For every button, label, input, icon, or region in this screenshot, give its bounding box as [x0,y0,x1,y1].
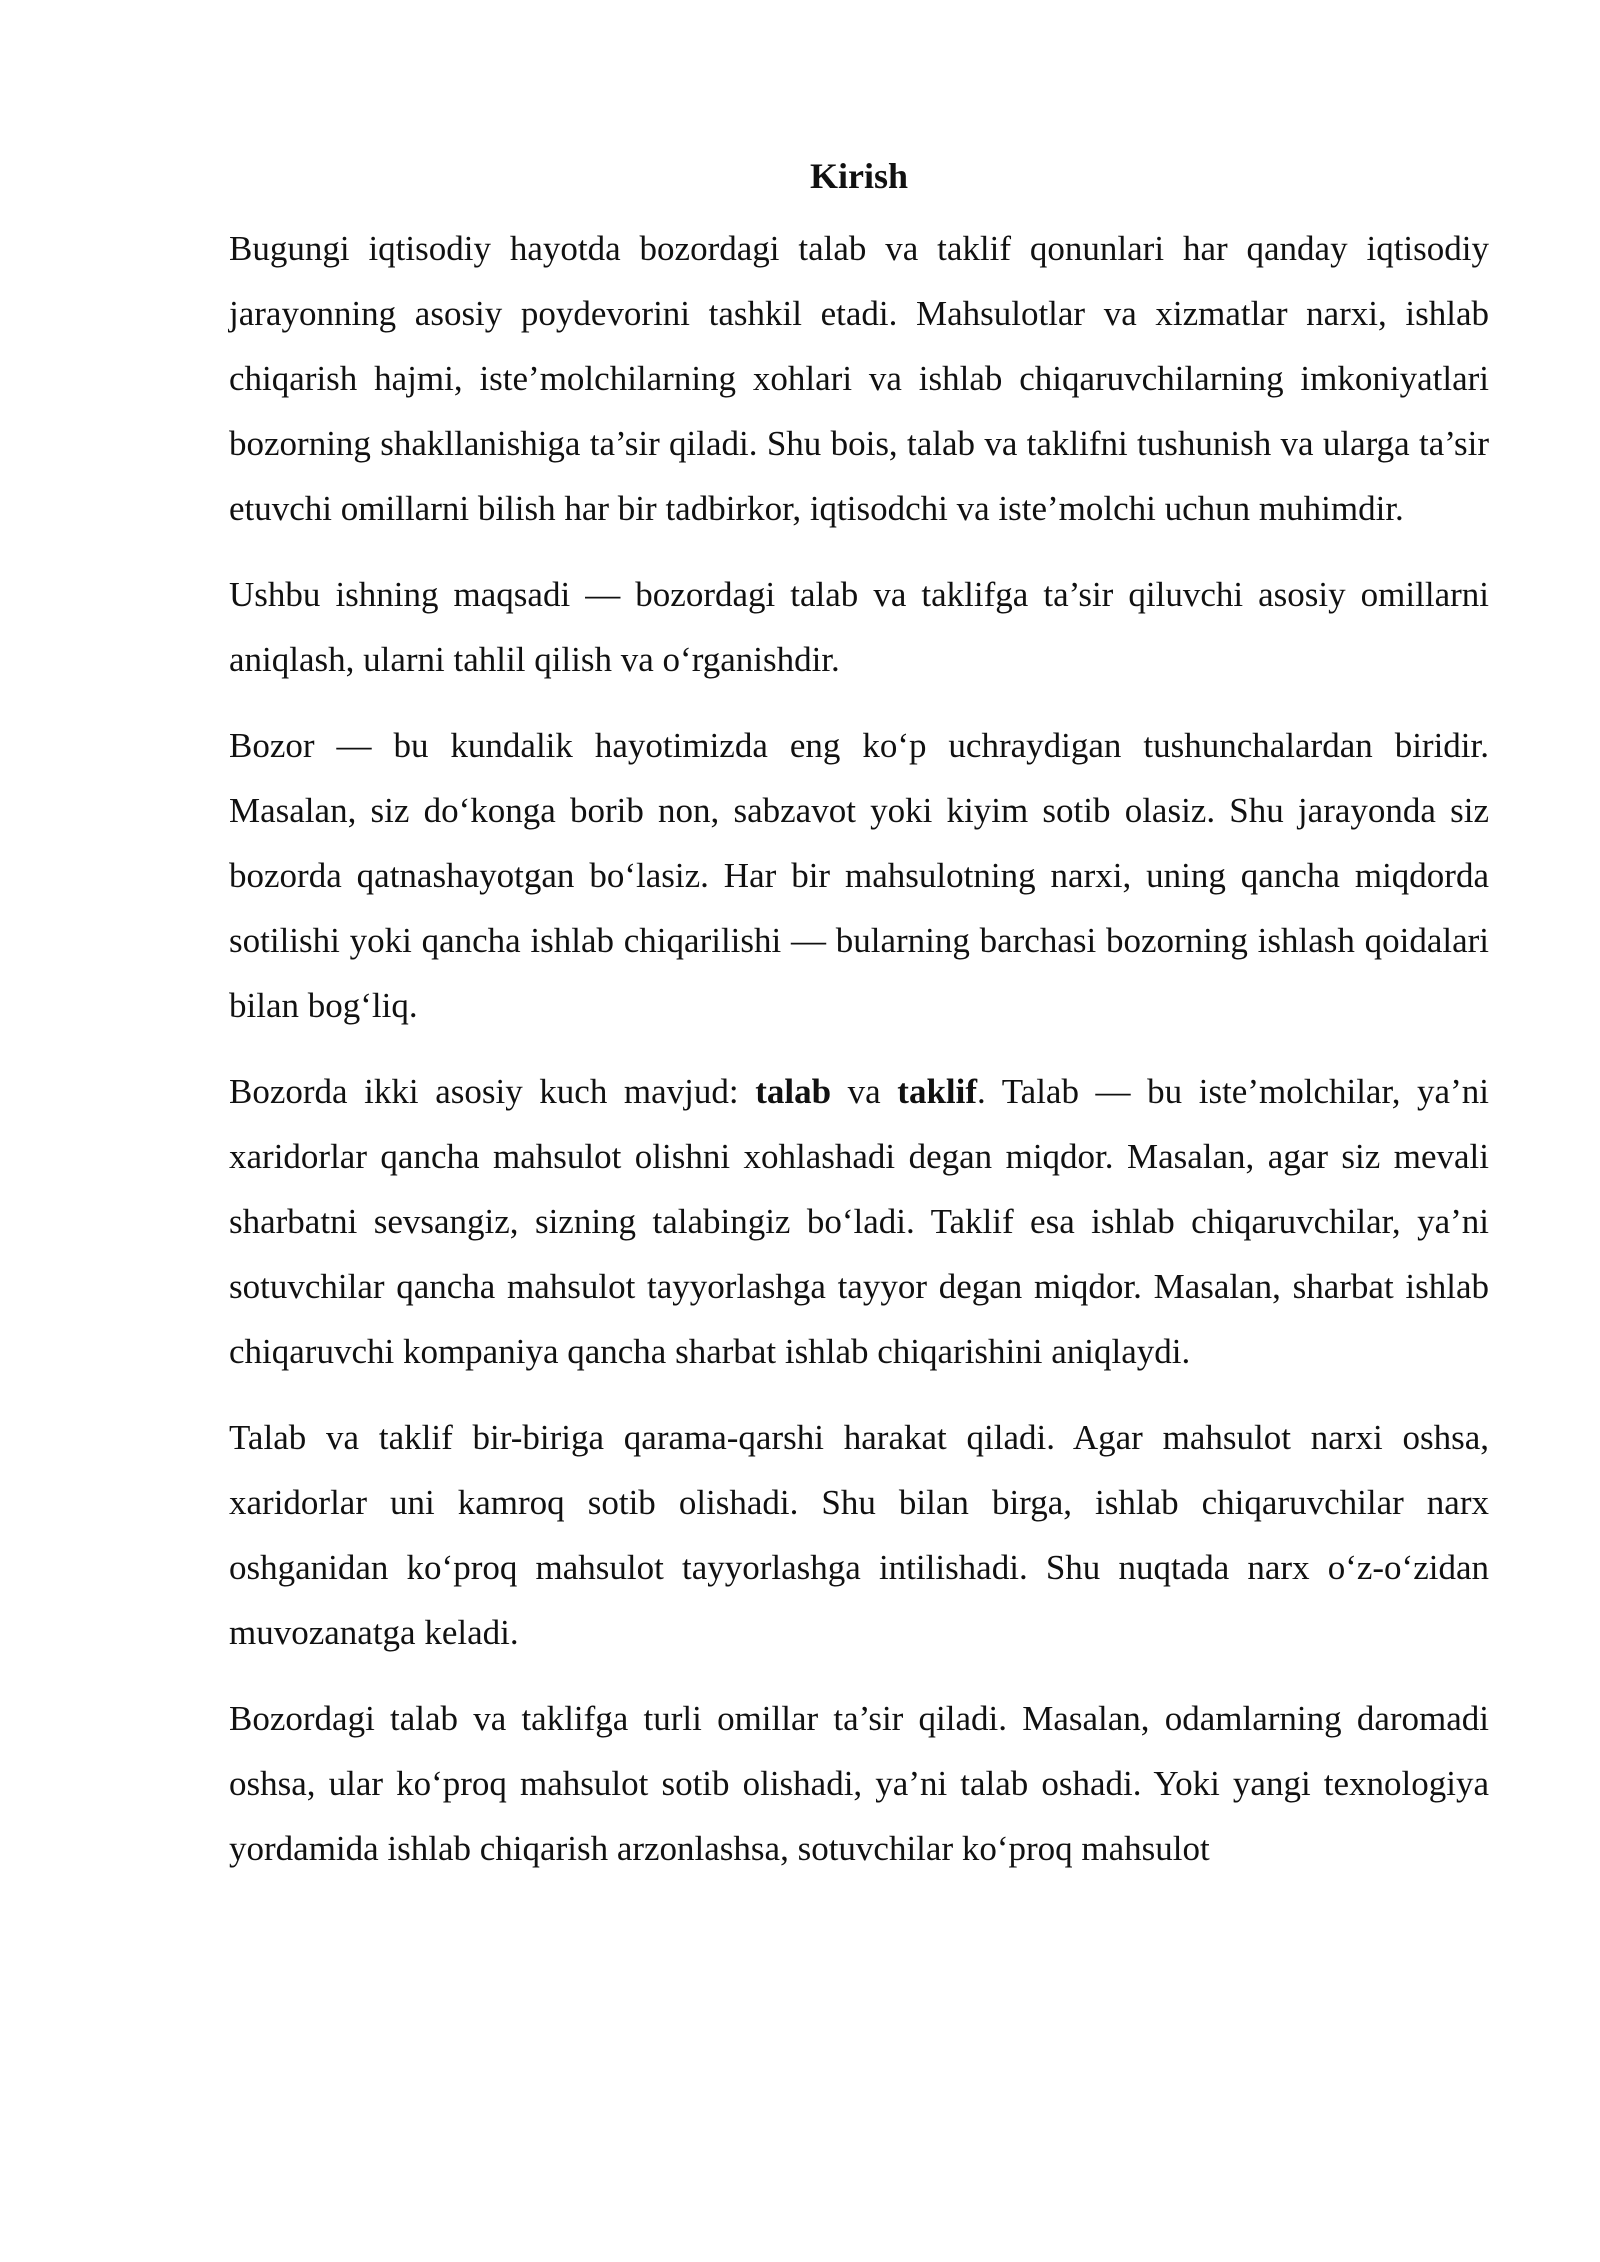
term-talab: talab [755,1072,832,1111]
paragraph-market: Bozor — bu kundalik hayotimizda eng ko‘p uchraydigan tushunchalardan biridir. Masalan, siz do‘konga borib non, sabzavot yoki kiyim sotib olasiz. Shu jarayonda siz bozorda qatnashayotgan bo‘lasiz. Har bir mahsulotning narxi, uning qancha miqdorda sotilishi yoki qancha ishlab chiqarilishi — bularning barchasi bozorning ishlash qoidalari bilan bog‘liq. [229,726,1489,1025]
paragraph-forces-lead: Bozorda ikki asosiy kuch mavjud: [229,1072,756,1111]
term-taklif: taklif [897,1072,978,1111]
paragraph-forces-rest: . Talab — bu iste’molchilar, ya’ni xaridorlar qancha mahsulot olishni xohlashadi degan miqdor. Masalan, agar siz mevali sharbatni sevsangiz, sizning talabingiz bo‘ladi. Taklif esa ishlab chiqaruvchilar, ya’ni sotuvchilar qancha mahsulot tayyorlashga tayyor degan miqdor. Masalan, sharbat ishlab chiqaruvchi kompaniya qancha sharbat ishlab chiqarishini aniqlaydi. [229,1072,1489,1371]
paragraph-factors: Bozordagi talab va taklifga turli omillar ta’sir qiladi. Masalan, odamlarning daromadi oshsa, ular ko‘proq mahsulot sotib olishadi, ya’ni talab oshadi. Yoki yangi texnologiya yordamida ishlab chiqarish arzonlashsa, sotuvchilar ko‘proq mahsulot [229,1699,1489,1868]
page-title: Kirish [809,156,908,196]
paragraph-goal: Ushbu ishning maqsadi — bozordagi talab va taklifga ta’sir qiluvchi asosiy omillarni aniqlash, ularni tahlil qilish va o‘rganishdir. [229,575,1489,679]
paragraph-forces-connector: va [831,1072,898,1111]
paragraph-forces [229,1059,1489,1384]
document-body [229,148,1489,1902]
paragraph-opposition: Talab va taklif bir-biriga qarama-qarshi harakat qiladi. Agar mahsulot narxi oshsa, xaridorlar uni kamroq sotib olishadi. Shu bilan birga, ishlab chiqaruvchilar narx oshganidan ko‘proq mahsulot tayyorlashga intilishadi. Shu nuqtada narx o‘z-o‘zidan muvozanatga keladi. [229,1418,1489,1652]
paragraph-intro: Bugungi iqtisodiy hayotda bozordagi talab va taklif qonunlari har qanday iqtisodiy jarayonning asosiy poydevorini tashkil etadi. Mahsulotlar va xizmatlar narxi, ishlab chiqarish hajmi, iste’molchilarning xohlari va ishlab chiqaruvchilarning imkoniyatlari bozorning shakllanishiga ta’sir qiladi. Shu bois, talab va taklifni tushunish va ularga ta’sir etuvchi omillarni bilish har bir tadbirkor, iqtisodchi va iste’molchi uchun muhimdir. [229,229,1489,528]
